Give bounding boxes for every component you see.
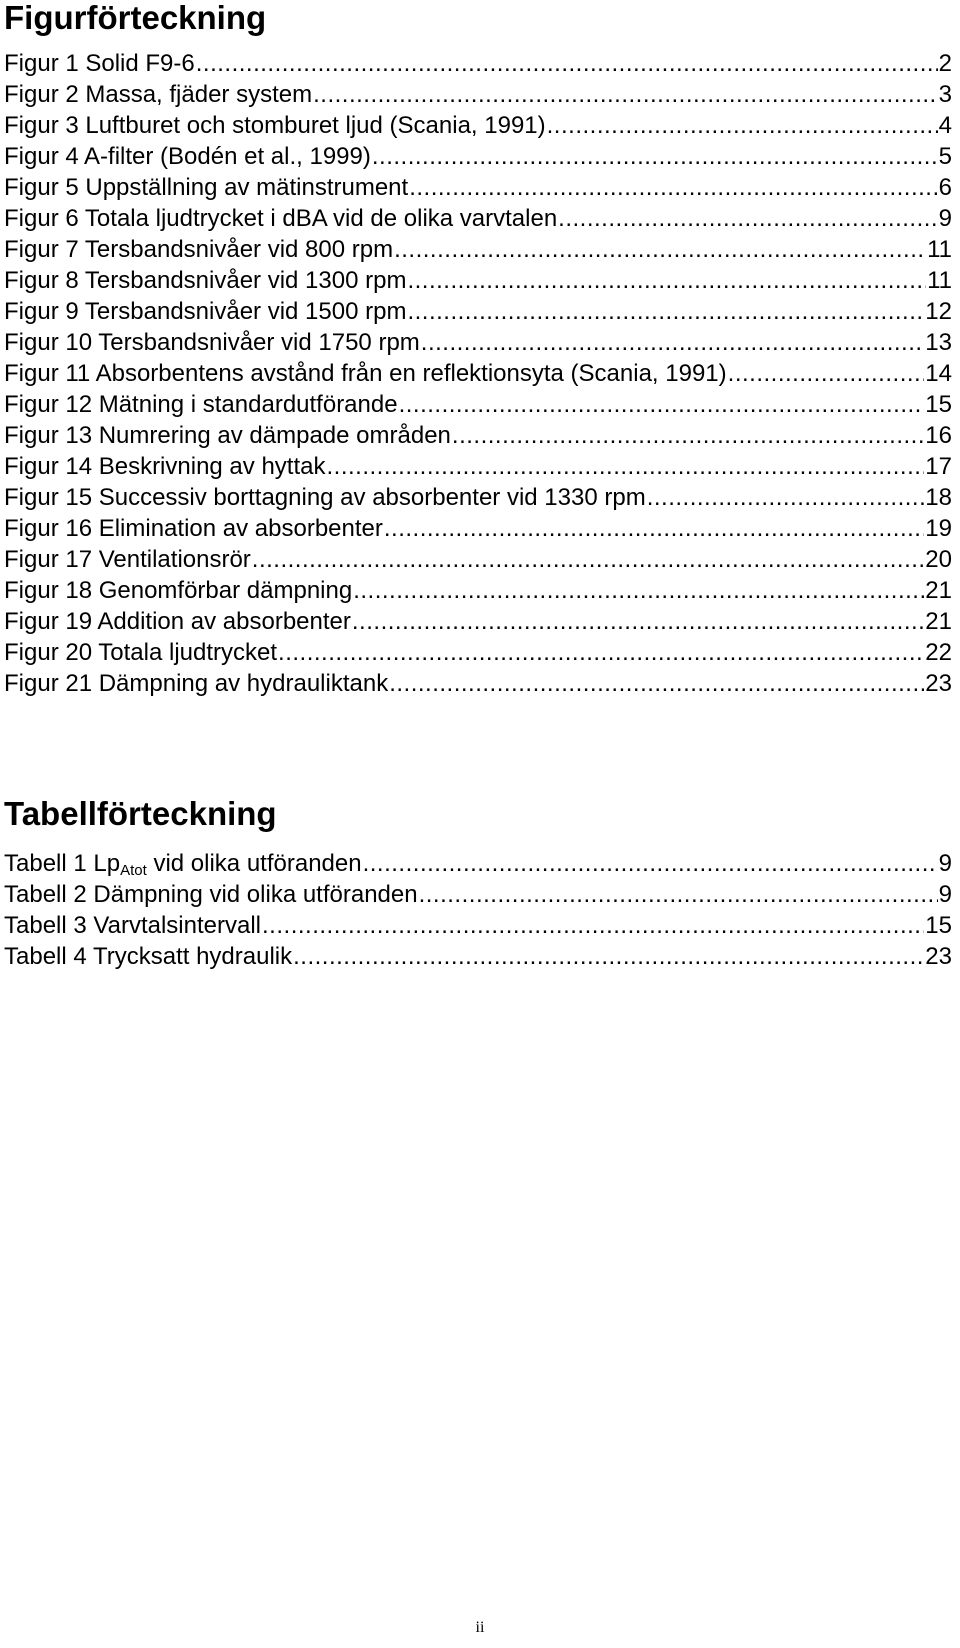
figure-entry[interactable] [4, 668, 952, 699]
entry-label: Figur 16 Elimination av absorbenter [4, 515, 383, 542]
dot-leader [399, 389, 925, 420]
entry-page-number: 11 [927, 267, 952, 294]
dot-leader [407, 265, 926, 296]
figure-entry[interactable] [4, 265, 952, 296]
dot-leader [313, 79, 938, 110]
entry-page-number: 15 [925, 912, 952, 939]
dot-leader [409, 172, 937, 203]
dot-leader [293, 941, 924, 972]
list-of-tables-heading: Tabellförteckning [4, 795, 277, 832]
dot-leader [278, 637, 924, 668]
entry-page-number: 11 [927, 236, 952, 263]
entry-page-number: 4 [938, 112, 952, 139]
table-entry[interactable] [4, 910, 952, 941]
entry-label: Figur 9 Tersbandsnivåer vid 1500 rpm [4, 298, 407, 325]
entry-page-number: 5 [938, 143, 952, 170]
entry-label: Figur 15 Successiv borttagning av absorbenter vid 1330 rpm [4, 484, 646, 511]
dot-leader [394, 234, 926, 265]
figure-entry[interactable] [4, 451, 952, 482]
figure-entry[interactable] [4, 141, 952, 172]
figure-entry[interactable] [4, 172, 952, 203]
entry-label: Figur 21 Dämpning av hydrauliktank [4, 670, 389, 697]
figure-entry[interactable] [4, 234, 952, 265]
entry-page-number: 6 [938, 174, 952, 201]
entry-label: Figur 3 Luftburet och stomburet ljud (Scania, 1991) [4, 112, 546, 139]
entry-page-number: 21 [925, 577, 952, 604]
dot-leader [363, 848, 938, 879]
entry-label-subscript: Atot [120, 862, 147, 879]
entry-page-number: 9 [938, 850, 952, 877]
table-entry[interactable] [4, 848, 952, 879]
dot-leader [384, 513, 924, 544]
figure-entry[interactable] [4, 606, 952, 637]
entry-label [4, 848, 362, 879]
entry-page-number: 18 [925, 484, 952, 511]
dot-leader [547, 110, 938, 141]
entry-label: Figur 17 Ventilationsrör [4, 546, 251, 573]
page-number-footer: ii [475, 1619, 485, 1636]
entry-page-number: 13 [925, 329, 952, 356]
entry-label: Figur 20 Totala ljudtrycket [4, 639, 278, 666]
figure-entry[interactable] [4, 358, 952, 389]
figure-entry[interactable] [4, 513, 952, 544]
entry-label: Figur 1 Solid F9-6 [4, 50, 195, 77]
entry-label: Figur 2 Massa, fjäder system [4, 81, 313, 108]
dot-leader [353, 575, 924, 606]
dot-leader [407, 296, 924, 327]
figure-entry[interactable] [4, 79, 952, 110]
entry-page-number: 16 [925, 422, 952, 449]
entry-label: Figur 18 Genomförbar dämpning [4, 577, 353, 604]
entry-label: Figur 14 Beskrivning av hyttak [4, 453, 326, 480]
entry-label: Figur 19 Addition av absorbenter [4, 608, 351, 635]
table-entry[interactable] [4, 941, 952, 972]
entry-label-text-after: vid olika utföranden [146, 850, 362, 877]
list-of-figures-heading: Figurförteckning [4, 0, 267, 36]
figure-entry[interactable] [4, 327, 952, 358]
entry-page-number: 12 [925, 298, 952, 325]
dot-leader [389, 668, 924, 699]
figure-entry[interactable] [4, 389, 952, 420]
entry-page-number: 22 [925, 639, 952, 666]
entry-label: Figur 8 Tersbandsnivåer vid 1300 rpm [4, 267, 407, 294]
entry-page-number: 23 [925, 670, 952, 697]
figure-entry[interactable] [4, 48, 952, 79]
entry-label: Figur 11 Absorbentens avstånd från en reflektionsyta (Scania, 1991) [4, 360, 727, 387]
table-entry[interactable] [4, 879, 952, 910]
entry-label: Figur 4 A-filter (Bodén et al., 1999) [4, 143, 371, 170]
entry-page-number: 15 [925, 391, 952, 418]
entry-label: Figur 12 Mätning i standardutförande [4, 391, 398, 418]
figure-entry[interactable] [4, 544, 952, 575]
dot-leader [419, 879, 938, 910]
figure-entry[interactable] [4, 637, 952, 668]
dot-leader [252, 544, 925, 575]
dot-leader [728, 358, 925, 389]
entry-label: Figur 7 Tersbandsnivåer vid 800 rpm [4, 236, 394, 263]
entry-label: Figur 5 Uppställning av mätinstrument [4, 174, 409, 201]
figure-entry[interactable] [4, 420, 952, 451]
list-of-figures [4, 48, 952, 699]
figure-entry[interactable] [4, 110, 952, 141]
dot-leader [647, 482, 925, 513]
list-of-tables [4, 848, 952, 972]
entry-label: Tabell 3 Varvtalsintervall [4, 912, 262, 939]
entry-page-number: 14 [925, 360, 952, 387]
dot-leader [558, 203, 937, 234]
entry-page-number: 17 [925, 453, 952, 480]
dot-leader [372, 141, 938, 172]
figure-entry[interactable] [4, 203, 952, 234]
entry-page-number: 19 [925, 515, 952, 542]
entry-page-number: 9 [938, 205, 952, 232]
entry-page-number: 2 [938, 50, 952, 77]
entry-page-number: 21 [925, 608, 952, 635]
entry-label: Figur 10 Tersbandsnivåer vid 1750 rpm [4, 329, 420, 356]
entry-page-number: 20 [925, 546, 952, 573]
figure-entry[interactable] [4, 296, 952, 327]
entry-page-number: 23 [925, 943, 952, 970]
dot-leader [352, 606, 924, 637]
entry-label: Tabell 2 Dämpning vid olika utföranden [4, 881, 418, 908]
entry-label: Figur 6 Totala ljudtrycket i dBA vid de olika varvtalen [4, 205, 558, 232]
dot-leader [196, 48, 938, 79]
entry-page-number: 3 [938, 81, 952, 108]
dot-leader [262, 910, 924, 941]
figure-entry[interactable] [4, 575, 952, 606]
entry-label: Figur 13 Numrering av dämpade områden [4, 422, 451, 449]
entry-page-number: 9 [938, 881, 952, 908]
dot-leader [326, 451, 924, 482]
entry-label-text: Tabell 1 Lp [4, 850, 121, 877]
figure-entry[interactable] [4, 482, 952, 513]
entry-label: Tabell 4 Trycksatt hydraulik [4, 943, 293, 970]
dot-leader [421, 327, 925, 358]
dot-leader [452, 420, 924, 451]
